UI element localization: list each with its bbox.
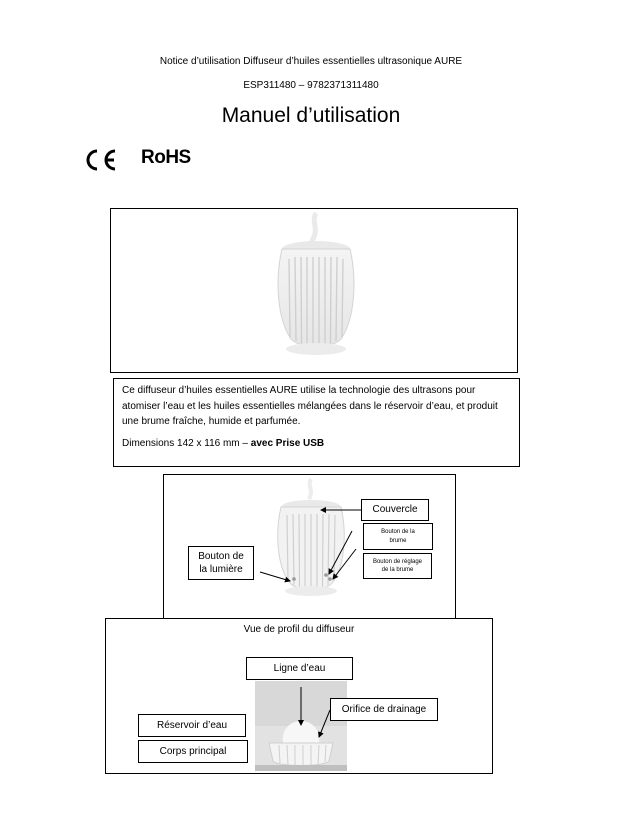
description-text: Ce diffuseur d’huiles essentielles AURE utilise la technologie des ultrasons pour atomiser l’eau et les huiles essentielles mélangées dans le réservoir d’eau, et produit une brume fraîche, humide et parfumée. xyxy=(122,385,498,427)
label-couvercle: Couvercle xyxy=(361,499,429,521)
diffuser-product-image xyxy=(261,209,371,369)
label-ligne-eau: Ligne d’eau xyxy=(246,657,353,680)
profile-diagram-arrows xyxy=(106,619,494,775)
document-header-title: Notice d’utilisation Diffuseur d’huiles essentielles ultrasonique AURE xyxy=(159,56,463,67)
profile-diagram-title: Vue de profil du diffuseur xyxy=(243,624,355,635)
dimensions-text xyxy=(122,436,511,452)
ce-mark-logo xyxy=(84,148,120,177)
label-bouton-reglage-brume: Bouton de réglage de la brume xyxy=(363,553,432,579)
label-reservoir-eau: Réservoir d’eau xyxy=(138,714,246,737)
description-box xyxy=(113,378,520,467)
label-bouton-lumiere: Bouton de la lumière xyxy=(188,546,254,580)
label-orifice-drainage: Orifice de drainage xyxy=(330,698,438,721)
rohs-logo: RoHS xyxy=(141,147,191,168)
dimensions-value: Dimensions 142 x 116 mm – xyxy=(122,437,251,449)
profile-diagram-frame xyxy=(105,618,493,774)
label-bouton-brume: Bouton de la brume xyxy=(363,523,433,550)
label-corps-principal: Corps principal xyxy=(138,740,248,763)
page-title: Manuel d’utilisation xyxy=(221,104,401,127)
front-diagram-arrows xyxy=(164,475,457,620)
product-reference: ESP311480 – 9782371311480 xyxy=(243,80,379,91)
front-diagram-frame xyxy=(163,474,456,619)
product-image-frame xyxy=(110,208,518,373)
usb-plug-note: avec Prise USB xyxy=(250,437,325,449)
